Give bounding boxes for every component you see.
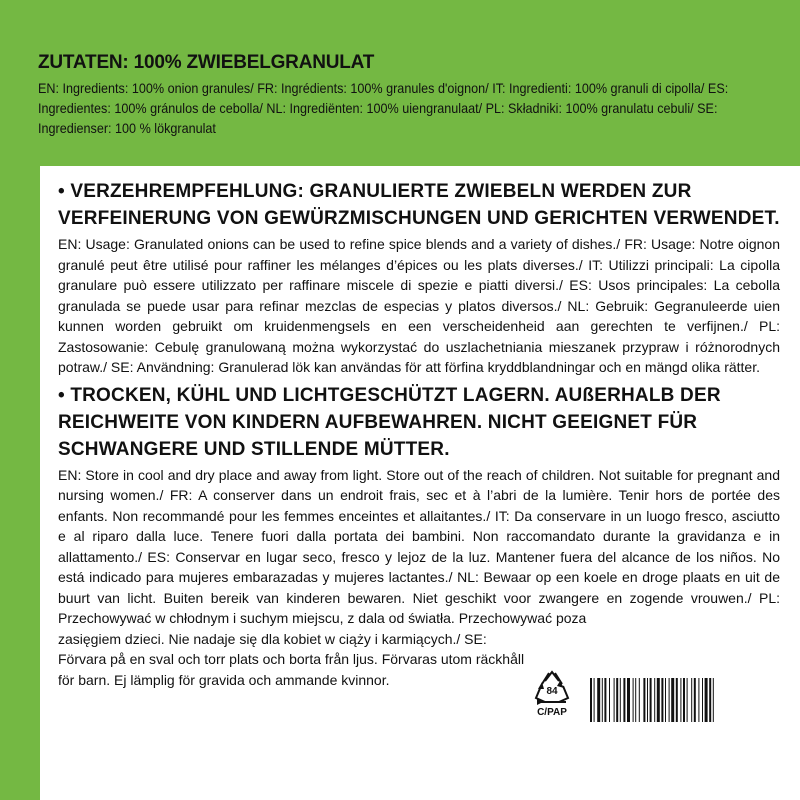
barcode-bar: [661, 678, 663, 722]
usage-section: [58, 178, 780, 378]
barcode-bar: [627, 678, 630, 722]
barcode-bar: [671, 678, 674, 722]
ingredients-title: ZUTATEN: 100% ZWIEBELGRANULAT: [38, 52, 375, 73]
barcode-bar: [691, 678, 692, 722]
barcode-bar: [650, 678, 652, 722]
barcode-bar: [698, 678, 699, 722]
usage-heading: • VERZEHREMPFEHLUNG: GRANULIERTE ZWIEBELN WERDEN ZUR VERFEINERUNG VON GEWÜRZMISCHUNGEN UND GERICHTEN VERWENDET.: [58, 181, 780, 229]
ingredients-section: [38, 52, 778, 138]
barcode-bar: [639, 678, 640, 722]
storage-section: [58, 382, 780, 691]
recycling-number: 84: [546, 686, 558, 697]
barcode-bar: [594, 678, 595, 722]
barcode-bar: [604, 678, 606, 722]
barcode-bar: [702, 678, 703, 722]
barcode-bar: [616, 678, 618, 722]
barcode-bar: [597, 678, 600, 722]
barcode-bar: [657, 678, 660, 722]
barcode-bar: [665, 678, 666, 722]
recycling-arrows-icon: [530, 669, 574, 709]
barcode-bar: [705, 678, 708, 722]
storage-translations: EN: Store in cool and dry place and away from light. Store out of the reach of children. Not suitable for pregnant and nursing women./ FR: A conserver dans un endroit frais, sec et à l’abri de la lumière. Tenir hors de portée des enfants. Non recommandé pour les femmes enceintes et allaitantes./ IT: Da conservare in un luogo fresco, asciutto e al riparo dalla luce. Tenere fuori dalla portata dei bambini. Non raccomandato durante la gravidanza e in allattamento./ ES: Conservar en lugar seco, fresco y lejoz de la luz. Mantener fuera del alcance de los niños. No está indicado para mujeres embarazadas y mujeres lactantes./ NL: Bewaar op een koele en droge plaats en uit de buurt van licht. Buiten bereik van kinderen bewaren. Niet geschikt voor zwangere en zogende vrouwen./ PL: Przechowywać w chłodnym i suchym miejscu, z dala od światła. Przechowywać poza: [58, 466, 780, 626]
barcode-bar: [680, 678, 681, 722]
barcode-bar: [643, 678, 645, 722]
ingredients-translations: EN: Ingredients: 100% onion granules/ FR: Ingrédients: 100% granules d'oignon/ IT: Ingredienti: 100% granuli di cipolla/ ES: Ingredientes: 100% gránulos de cebolla/ NL: Ingrediënten: 100% uiengranulaat/ PL: Składniki: 100% granulatu cebuli/ SE: Ingredienser: 100 % lökgranulat: [38, 80, 729, 136]
barcode-bar: [620, 678, 621, 722]
barcode-bar: [647, 678, 648, 722]
barcode-bar: [713, 678, 714, 722]
barcode-bar: [633, 678, 634, 722]
storage-heading: • TROCKEN, KÜHL UND LICHTGESCHÜTZT LAGERN. AUßERHALB DER REICHWEITE VON KINDERN AUFBEWAHREN. NICHT GEEIGNET FÜR SCHWANGERE UND STILLENDE MÜTTER.: [58, 384, 721, 460]
barcode-bar: [694, 678, 696, 722]
barcode-bar: [683, 678, 685, 722]
barcode-bar: [590, 678, 592, 722]
barcode-bar: [654, 678, 655, 722]
barcode-bar: [609, 678, 610, 722]
barcode-bar: [709, 678, 711, 722]
barcode-bar: [635, 678, 636, 722]
barcode-bar: [623, 678, 625, 722]
barcode-bar: [669, 678, 670, 722]
info-panel: [40, 166, 800, 800]
barcode-bar: [676, 678, 678, 722]
barcode: [590, 678, 780, 722]
barcode-bar: [614, 678, 615, 722]
barcode-bar: [602, 678, 603, 722]
usage-translations: EN: Usage: Granulated onions can be used to refine spice blends and a variety of dishes./ FR: Usage: Notre oignon granulé peut être utilisé pour raffiner les mélanges d’épices ou les plats diverses./ IT: Utilizzi principali: La cipolla granulare può essere utilizzato per raffinare miscele di spezie e piatti diversi./ ES: Usos principales: La cebolla granulada se puede usar para refinar mezclas de especias y platos diversos./ NL: Gebruik: Gegranuleerde uien kunnen worden gebruikt om kruidenmengsels en een verscheidenheid aan gerechten te verfijnen./ PL: Zastosowanie: Cebulę granulowaną można wykorzystać do uszlachetniania mieszanek przypraw i różnorodnych potraw./ SE: Användning: Granulerad lök kan användas för att förfina kryddblandningar och en mängd olika rätter.: [58, 236, 780, 375]
recycling-label: C/PAP: [537, 707, 567, 718]
barcode-bar: [687, 678, 688, 722]
recycling-symbol: [523, 669, 581, 733]
storage-translations-continued: zasięgiem dzieci. Nie nadaje się dla kobiet w ciąży i karmiących./ SE: Förvara på en sval och torr plats och borta från ljus. Förvaras utom räckhåll för barn. Ej lämplig för gravida och ammande kvinnor.: [58, 630, 525, 688]
